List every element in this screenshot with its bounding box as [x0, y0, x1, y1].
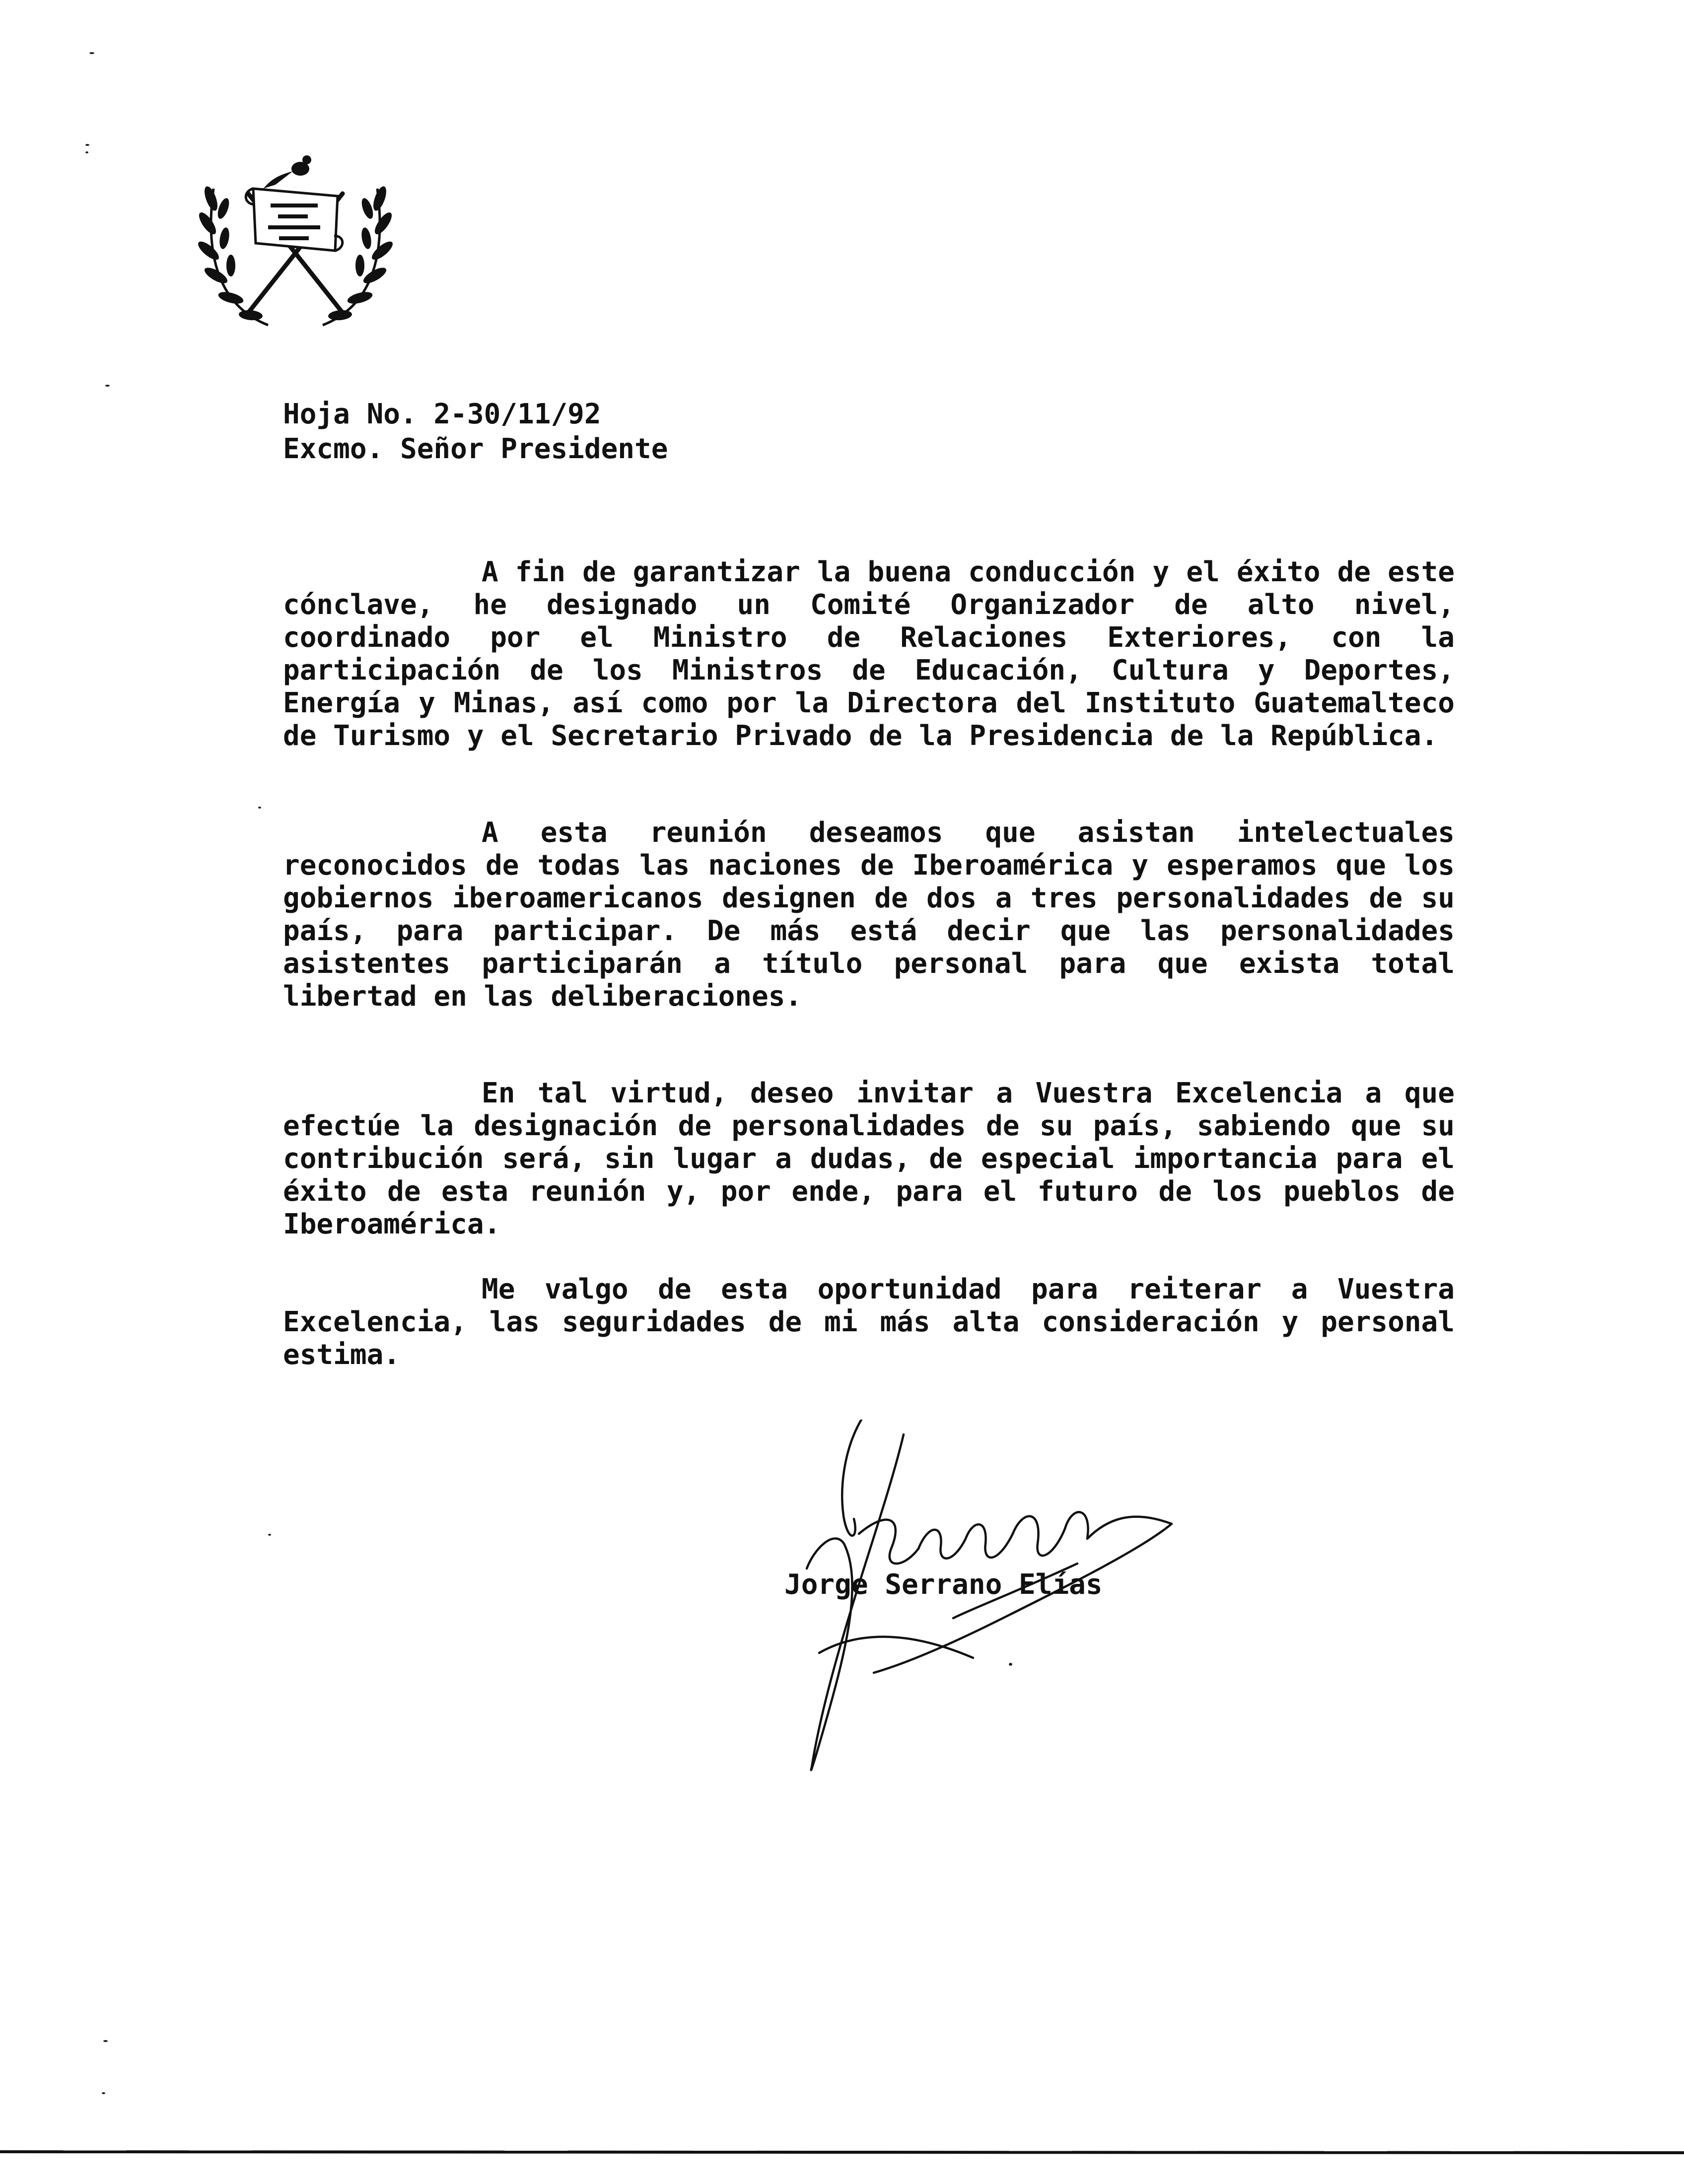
body-paragraph: En tal virtud, deseo invitar a Vuestra Excelencia a que efectúe la designación de personalidades de su país, sabiendo que su contribución será, sin lugar a dudas, de especial importancia para el éxito de esta reunión y, por ende, para el futuro de los pueblos de Iberoamérica. [283, 1077, 1455, 1240]
scan-speck [85, 151, 88, 153]
body-paragraph: A fin de garantizar la buena conducción y el éxito de este cónclave, he designado un Comité Organizador de alto nivel, coordinado por el Ministro de Relaciones Exteriores, con la participación de los Ministros de Educación, Cultura y Deportes, Energía y Minas, así como por la Directora del Instituto Guatemalteco de Turismo y el Secretario Privado de la Presidencia de la República. [283, 556, 1455, 752]
scan-speck [89, 52, 94, 54]
scan-speck [258, 807, 261, 809]
scan-speck [102, 2092, 105, 2094]
letter-header [283, 397, 1474, 467]
page-bottom-rule [0, 2149, 1684, 2154]
guatemala-coat-of-arms-icon [194, 149, 397, 333]
body-paragraph: A esta reunión deseamos que asistan intelectuales reconocidos de todas las naciones de Iberoamérica y esperamos que los gobiernos iberoamericanos designen de dos a tres personalidades de su país, para participar. De más está decir que las personalidades asistentes participarán a título personal para que exista total libertad en las deliberaciones. [283, 817, 1455, 1013]
scan-speck [268, 1534, 271, 1536]
addressee: Excmo. Señor Presidente [283, 433, 668, 465]
signatory-name: Jorge Serrano Elías [784, 1569, 1103, 1601]
handwritten-signature-icon [695, 1420, 1182, 1777]
scan-speck [85, 144, 89, 146]
body-paragraph: Me valgo de esta oportunidad para reiterar a Vuestra Excelencia, las seguridades de mi más alta consideración y personal estima. [283, 1273, 1455, 1371]
scan-speck [103, 2040, 108, 2042]
scan-speck [105, 385, 110, 387]
sheet-number: Hoja No. 2-30/11/92 [283, 398, 601, 430]
